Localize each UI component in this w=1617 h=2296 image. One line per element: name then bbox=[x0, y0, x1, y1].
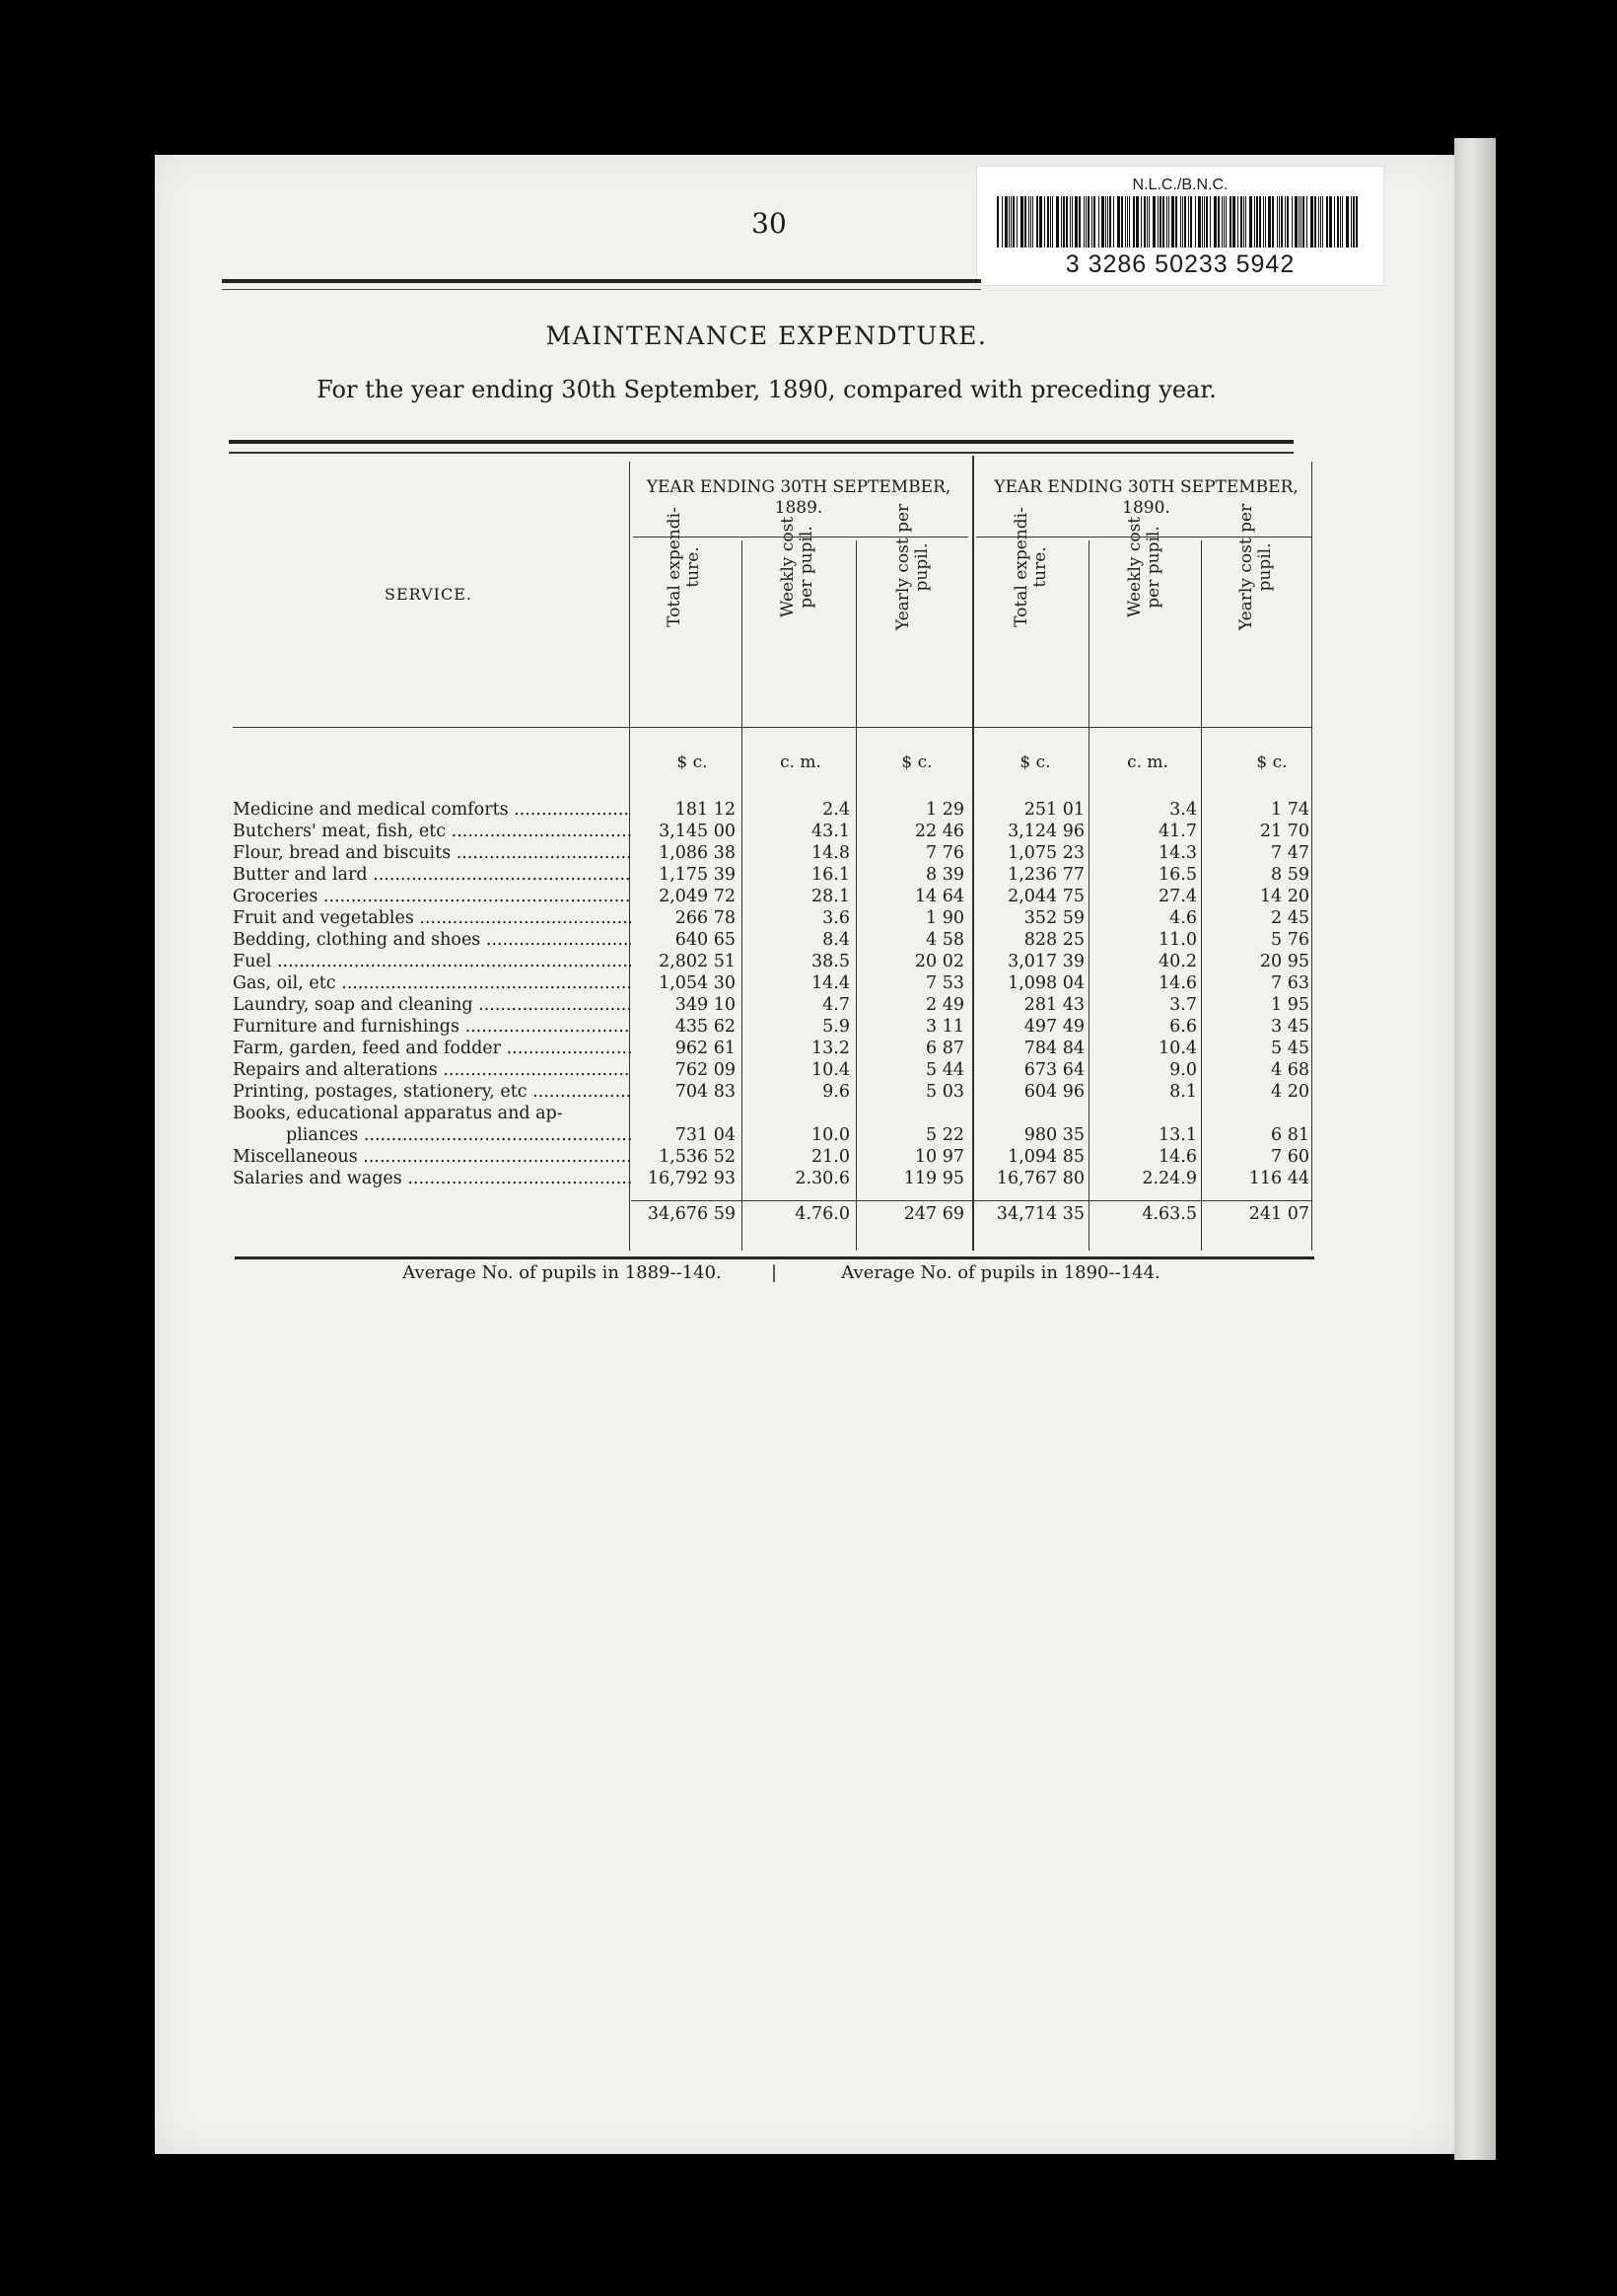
cell-t89: 2,802 51 bbox=[659, 952, 736, 971]
cell-t90: 251 01 bbox=[1023, 800, 1085, 820]
group-header-1889: YEAR ENDING 30TH SEPTEMBER, 1889. bbox=[646, 477, 951, 518]
cell-w89: 14.4 bbox=[811, 973, 850, 993]
unit-total-1890: $ c. bbox=[1019, 753, 1051, 772]
cell-w90: 8.1 bbox=[1169, 1082, 1197, 1102]
cell-y90: 14 20 bbox=[1259, 887, 1309, 906]
barcode-sticker bbox=[976, 166, 1384, 286]
cell-y89: 6 87 bbox=[926, 1039, 964, 1058]
cell-y89: 10 97 bbox=[914, 1147, 964, 1167]
cell-y90: 20 95 bbox=[1259, 952, 1309, 971]
cell-t90: 3,017 39 bbox=[1008, 952, 1085, 971]
table-row bbox=[0, 1103, 1617, 1124]
cell-y89: 5 03 bbox=[926, 1082, 964, 1102]
cell-w90: 4.6 bbox=[1169, 908, 1197, 928]
cell-t90: 16,767 80 bbox=[996, 1169, 1085, 1188]
group-header-1890: YEAR ENDING 30TH SEPTEMBER, 1890. bbox=[994, 477, 1299, 518]
service-label: Bedding, clothing and shoes ..... bbox=[233, 929, 631, 951]
service-label: Butchers' meat, fish, etc ..... bbox=[233, 821, 631, 842]
cell-y90: 6 81 bbox=[1271, 1125, 1309, 1145]
table-row bbox=[0, 972, 1617, 994]
cell-t90: 497 49 bbox=[1023, 1017, 1085, 1037]
table-row bbox=[0, 1016, 1617, 1038]
cell-t89: 962 61 bbox=[674, 1039, 736, 1058]
table-row bbox=[0, 1168, 1617, 1189]
cell-y90: 116 44 bbox=[1248, 1169, 1309, 1188]
service-label: Furniture and furnishings ..... bbox=[233, 1016, 631, 1038]
cell-w89: 14.8 bbox=[811, 843, 850, 863]
cell-y90: 1 74 bbox=[1271, 800, 1309, 820]
service-column-header: SERVICE. bbox=[385, 585, 472, 604]
cell-y89: 8 39 bbox=[926, 865, 964, 885]
cell-w90: 3.4 bbox=[1169, 800, 1197, 820]
cell-y90: 5 76 bbox=[1271, 930, 1309, 950]
table-row bbox=[0, 1146, 1617, 1168]
service-label: Laundry, soap and cleaning ..... bbox=[233, 994, 631, 1016]
table-bottom-rule bbox=[235, 1256, 1314, 1259]
barcode-icon bbox=[997, 196, 1364, 248]
service-label: Books, educational apparatus and ap- bbox=[233, 1104, 563, 1123]
cell-y90: 7 63 bbox=[1271, 973, 1309, 993]
service-label: Groceries ..... bbox=[233, 886, 631, 907]
document-title: MAINTENANCE EXPENDTURE. bbox=[545, 322, 988, 350]
table-row bbox=[0, 951, 1617, 972]
col-header-yearly-1890: Yearly cost per pupil. bbox=[1236, 503, 1275, 631]
cell-w89: 2.4 bbox=[822, 800, 850, 820]
cell-w90: 2.24.9 bbox=[1142, 1169, 1197, 1188]
cell-w89: 10.4 bbox=[811, 1060, 850, 1080]
cell-t90: 1,098 04 bbox=[1008, 973, 1085, 993]
cell-y90: 5 45 bbox=[1271, 1039, 1309, 1058]
cell-t90: 2,044 75 bbox=[1008, 887, 1085, 906]
cell-t90: 980 35 bbox=[1023, 1125, 1085, 1145]
cell-y89: 7 76 bbox=[926, 843, 964, 863]
cell-t90: 3,124 96 bbox=[1008, 822, 1085, 841]
cell-t90: 352 59 bbox=[1023, 908, 1085, 928]
cell-y90: 7 60 bbox=[1271, 1147, 1309, 1167]
cell-t89: 640 65 bbox=[674, 930, 736, 950]
cell-w90: 11.0 bbox=[1159, 930, 1197, 950]
col-header-weekly-1890: Weekly cost per pupil. bbox=[1125, 516, 1163, 618]
footer-average-1889: Average No. of pupils in 1889--140. bbox=[402, 1262, 722, 1283]
cell-t89: 1,175 39 bbox=[659, 865, 736, 885]
cell-w89: 5.9 bbox=[822, 1017, 850, 1037]
cell-w90: 14.3 bbox=[1159, 843, 1197, 863]
table-row bbox=[0, 1038, 1617, 1059]
cell-w90: 3.7 bbox=[1169, 995, 1197, 1015]
header-rule bbox=[222, 279, 981, 290]
cell-t90: 1,075 23 bbox=[1008, 843, 1085, 863]
cell-t89: 704 83 bbox=[674, 1082, 736, 1102]
cell-w89: 16.1 bbox=[811, 865, 850, 885]
cell-t89: 181 12 bbox=[674, 800, 736, 820]
cell-y89: 5 22 bbox=[926, 1125, 964, 1145]
cell-y90: 7 47 bbox=[1271, 843, 1309, 863]
total-w90: 4.63.5 bbox=[1142, 1204, 1197, 1224]
cell-y89: 7 53 bbox=[926, 973, 964, 993]
cell-y89: 2 49 bbox=[926, 995, 964, 1015]
cell-t89: 349 10 bbox=[674, 995, 736, 1015]
service-label: Miscellaneous ..... bbox=[233, 1146, 631, 1168]
unit-weekly-1889: c. m. bbox=[780, 753, 821, 772]
totals-rule bbox=[631, 1200, 1311, 1201]
cell-t89: 762 09 bbox=[674, 1060, 736, 1080]
cell-w89: 28.1 bbox=[811, 887, 850, 906]
cell-y89: 5 44 bbox=[926, 1060, 964, 1080]
cell-w90: 9.0 bbox=[1169, 1060, 1197, 1080]
service-label: Gas, oil, etc ..... bbox=[233, 972, 631, 994]
cell-y90: 2 45 bbox=[1271, 908, 1309, 928]
total-t89: 34,676 59 bbox=[647, 1204, 736, 1224]
service-label: Flour, bread and biscuits ..... bbox=[233, 842, 631, 864]
total-y90: 241 07 bbox=[1248, 1204, 1309, 1224]
cell-y89: 119 95 bbox=[903, 1169, 964, 1188]
col-header-total-1889: Total expendi-ture. bbox=[665, 507, 703, 627]
cell-w89: 8.4 bbox=[822, 930, 850, 950]
cell-w89: 4.7 bbox=[822, 995, 850, 1015]
cell-t89: 435 62 bbox=[674, 1017, 736, 1037]
table-row bbox=[0, 1124, 1617, 1146]
table-row bbox=[0, 864, 1617, 886]
cell-w89: 3.6 bbox=[822, 908, 850, 928]
cell-t90: 828 25 bbox=[1023, 930, 1085, 950]
cell-w90: 13.1 bbox=[1159, 1125, 1197, 1145]
barcode-label: N.L.C./B.N.C. bbox=[1132, 177, 1229, 193]
table-row bbox=[0, 929, 1617, 951]
service-label: Repairs and alterations ..... bbox=[233, 1059, 631, 1081]
table-row bbox=[0, 907, 1617, 929]
footer-average-1890: Average No. of pupils in 1890--144. bbox=[841, 1262, 1160, 1283]
col-header-weekly-1889: Weekly cost per pupil. bbox=[778, 516, 816, 618]
cell-w89: 13.2 bbox=[811, 1039, 850, 1058]
service-label: Medicine and medical comforts ..... bbox=[233, 799, 631, 821]
table-row bbox=[0, 1059, 1617, 1081]
cell-w89: 9.6 bbox=[822, 1082, 850, 1102]
cell-t89: 1,536 52 bbox=[659, 1147, 736, 1167]
barcode-number: 3 3286 50233 5942 bbox=[1065, 251, 1296, 278]
cell-y90: 4 20 bbox=[1271, 1082, 1309, 1102]
unit-weekly-1890: c. m. bbox=[1127, 753, 1168, 772]
cell-t89: 2,049 72 bbox=[659, 887, 736, 906]
cell-t89: 266 78 bbox=[674, 908, 736, 928]
service-label: Farm, garden, feed and fodder ..... bbox=[233, 1038, 631, 1059]
cell-t90: 673 64 bbox=[1023, 1060, 1085, 1080]
cell-w90: 41.7 bbox=[1159, 822, 1197, 841]
col-header-total-1890: Total expendi-ture. bbox=[1012, 507, 1050, 627]
total-t90: 34,714 35 bbox=[996, 1204, 1085, 1224]
service-label: Salaries and wages ..... bbox=[233, 1168, 631, 1189]
cell-t90: 784 84 bbox=[1023, 1039, 1085, 1058]
service-label: Butter and lard ..... bbox=[233, 864, 631, 886]
table-row bbox=[0, 886, 1617, 907]
header-underline bbox=[233, 727, 1311, 728]
cell-y90: 4 68 bbox=[1271, 1060, 1309, 1080]
cell-t89: 1,054 30 bbox=[659, 973, 736, 993]
document-subtitle: For the year ending 30th September, 1890, compared with preceding year. bbox=[316, 376, 1217, 403]
unit-total-1889: $ c. bbox=[676, 753, 708, 772]
cell-w90: 14.6 bbox=[1159, 1147, 1197, 1167]
cell-y89: 4 58 bbox=[926, 930, 964, 950]
cell-w90: 10.4 bbox=[1159, 1039, 1197, 1058]
service-label: Fuel ..... bbox=[233, 951, 631, 972]
table-top-rule bbox=[229, 440, 1294, 454]
cell-w89: 10.0 bbox=[811, 1125, 850, 1145]
unit-yearly-1889: $ c. bbox=[901, 753, 933, 772]
cell-y89: 1 90 bbox=[926, 908, 964, 928]
total-y89: 247 69 bbox=[903, 1204, 964, 1224]
cell-y89: 3 11 bbox=[926, 1017, 964, 1037]
unit-yearly-1890: $ c. bbox=[1256, 753, 1288, 772]
cell-w90: 16.5 bbox=[1159, 865, 1197, 885]
total-w89: 4.76.0 bbox=[795, 1204, 850, 1224]
cell-w90: 14.6 bbox=[1159, 973, 1197, 993]
cell-y90: 21 70 bbox=[1259, 822, 1309, 841]
cell-w90: 6.6 bbox=[1169, 1017, 1197, 1037]
cell-t89: 16,792 93 bbox=[647, 1169, 736, 1188]
totals-row bbox=[0, 1203, 1617, 1225]
cell-y89: 1 29 bbox=[926, 800, 964, 820]
table-row bbox=[0, 821, 1617, 842]
table-row bbox=[0, 994, 1617, 1016]
col-header-yearly-1889: Yearly cost per pupil. bbox=[893, 503, 932, 631]
table-row bbox=[0, 842, 1617, 864]
cell-w90: 27.4 bbox=[1159, 887, 1197, 906]
cell-t89: 3,145 00 bbox=[659, 822, 736, 841]
table-row bbox=[0, 1081, 1617, 1103]
cell-t90: 1,236 77 bbox=[1008, 865, 1085, 885]
cell-w90: 40.2 bbox=[1159, 952, 1197, 971]
table-row bbox=[0, 799, 1617, 821]
cell-y90: 1 95 bbox=[1271, 995, 1309, 1015]
cell-t89: 731 04 bbox=[674, 1125, 736, 1145]
cell-w89: 43.1 bbox=[811, 822, 850, 841]
cell-t90: 1,094 85 bbox=[1008, 1147, 1085, 1167]
cell-t89: 1,086 38 bbox=[659, 843, 736, 863]
service-label: Printing, postages, stationery, etc ..... bbox=[233, 1081, 631, 1103]
service-label: pliances ..... bbox=[286, 1124, 631, 1146]
footer-separator: | bbox=[770, 1262, 778, 1283]
cell-t90: 604 96 bbox=[1023, 1082, 1085, 1102]
cell-w89: 2.30.6 bbox=[795, 1169, 850, 1188]
cell-y90: 8 59 bbox=[1271, 865, 1309, 885]
cell-w89: 38.5 bbox=[811, 952, 850, 971]
cell-t90: 281 43 bbox=[1023, 995, 1085, 1015]
cell-y90: 3 45 bbox=[1271, 1017, 1309, 1037]
cell-y89: 14 64 bbox=[914, 887, 964, 906]
service-label: Fruit and vegetables ..... bbox=[233, 907, 631, 929]
cell-y89: 20 02 bbox=[914, 952, 964, 971]
cell-y89: 22 46 bbox=[914, 822, 964, 841]
page-number: 30 bbox=[751, 207, 787, 240]
cell-w89: 21.0 bbox=[811, 1147, 850, 1167]
